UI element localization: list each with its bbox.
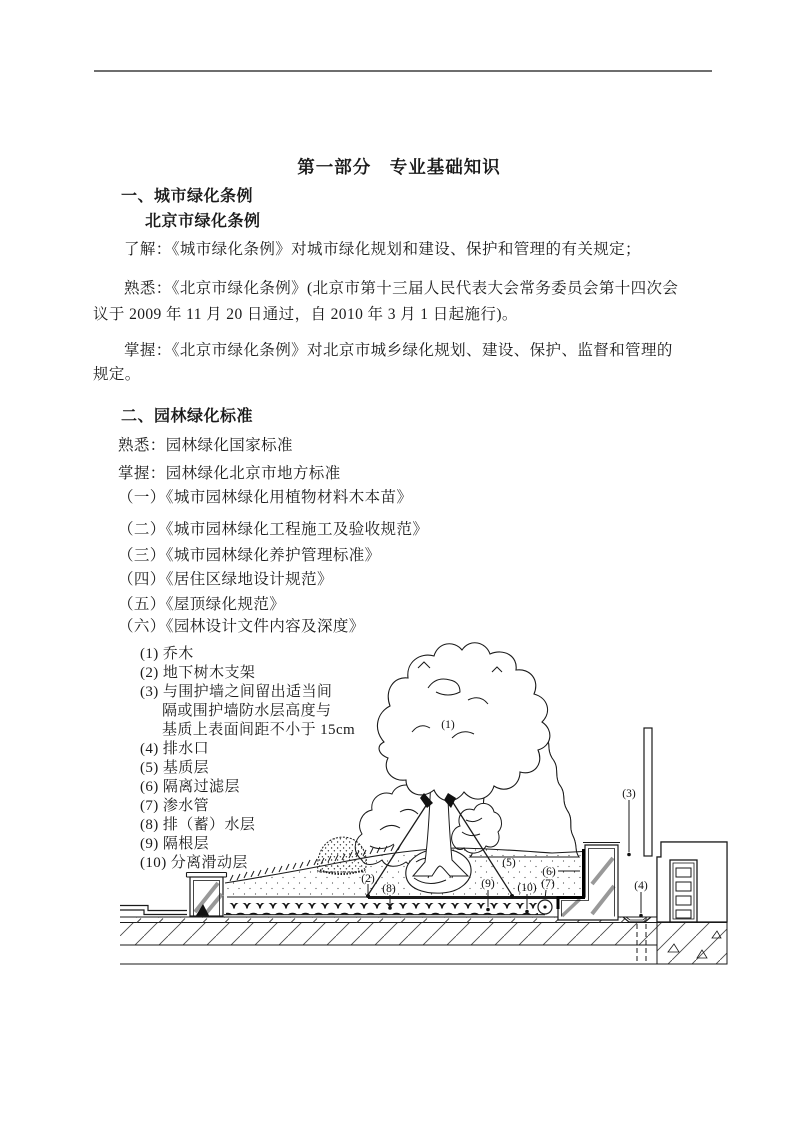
callout-1: (1) — [441, 719, 455, 731]
perforated-pipe — [538, 900, 552, 914]
callout-10: (10) — [517, 882, 537, 894]
section2-line: （二）《城市园林绿化工程施工及验收规范》 — [118, 521, 429, 538]
green-roof-diagram — [0, 640, 800, 988]
paragraph-master-line2: 规定。 — [93, 366, 141, 383]
paragraph-master-line1: 掌握：《北京市绿化条例》对北京市城乡绿化规划、建设、保护、监督和管理的 — [124, 342, 673, 359]
section2-heading: 二、园林绿化标准 — [121, 408, 254, 425]
callout-4: (4) — [634, 880, 648, 892]
callout-6: (6) — [542, 866, 556, 878]
legend-item: (10) 分离滑动层 — [140, 855, 248, 871]
roof-slab — [120, 917, 727, 964]
parapet-wall — [644, 728, 727, 922]
legend-item: (1) 乔木 — [140, 646, 194, 662]
section1-subheading: 北京市绿化条例 — [145, 213, 261, 230]
paragraph-familiar-line2: 议于 2009 年 11 月 20 日通过，自 2010 年 3 月 1 日起施行)。 — [93, 306, 518, 323]
green-roof-figure — [0, 640, 800, 988]
section2-line: （四）《居住区绿地设计规范》 — [118, 571, 333, 588]
legend-item: (3) 与围护墙之间留出适当间 — [140, 684, 333, 700]
drainage-layer — [224, 903, 545, 915]
legend-item-continuation: 基质上表面间距不小于 15cm — [162, 722, 356, 738]
section2-line: （三）《城市园林绿化养护管理标准》 — [118, 547, 381, 564]
legend-item: (5) 基质层 — [140, 760, 210, 776]
callout-7: (7) — [541, 878, 555, 890]
left-roof-edge — [120, 873, 227, 917]
legend-item: (6) 隔离过滤层 — [140, 779, 240, 795]
legend-item: (8) 排（蓄）水层 — [140, 817, 256, 833]
callout-3: (3) — [622, 788, 636, 800]
section2-line: （一）《城市园林绿化用植物材料木本苗》 — [118, 489, 413, 506]
legend-item: (9) 隔根层 — [140, 836, 210, 852]
section1-heading: 一、城市绿化条例 — [121, 188, 254, 205]
shrub-right — [452, 803, 502, 853]
callout-9: (9) — [481, 878, 495, 890]
section2-line: （五）《屋顶绿化规范》 — [118, 596, 286, 613]
doc-title: 第一部分 专业基础知识 — [297, 157, 501, 177]
paragraph-familiar-line1: 熟悉：《北京市绿化条例》(北京市第十三届人民代表大会常务委员会第十四次会 — [124, 280, 679, 297]
legend-item: (7) 渗水管 — [140, 798, 210, 814]
legend-item: (4) 排水口 — [140, 741, 210, 757]
legend-item: (2) 地下树木支架 — [140, 665, 256, 681]
wall-flashing — [644, 728, 652, 856]
paragraph-understand: 了解：《城市绿化条例》对城市绿化规划和建设、保护和管理的有关规定； — [124, 241, 641, 258]
section2-line: 掌握：园林绿化北京市地方标准 — [118, 465, 341, 482]
callout-8: (8) — [382, 883, 396, 895]
section2-line: （六）《园林设计文件内容及深度》 — [118, 618, 365, 635]
legend-item-continuation: 隔或围护墙防水层高度与 — [162, 703, 332, 719]
section2-line: 熟悉：园林绿化国家标准 — [118, 437, 293, 454]
callout-2: (2) — [361, 873, 375, 885]
header-rule — [94, 70, 712, 72]
callout-5: (5) — [502, 857, 516, 869]
